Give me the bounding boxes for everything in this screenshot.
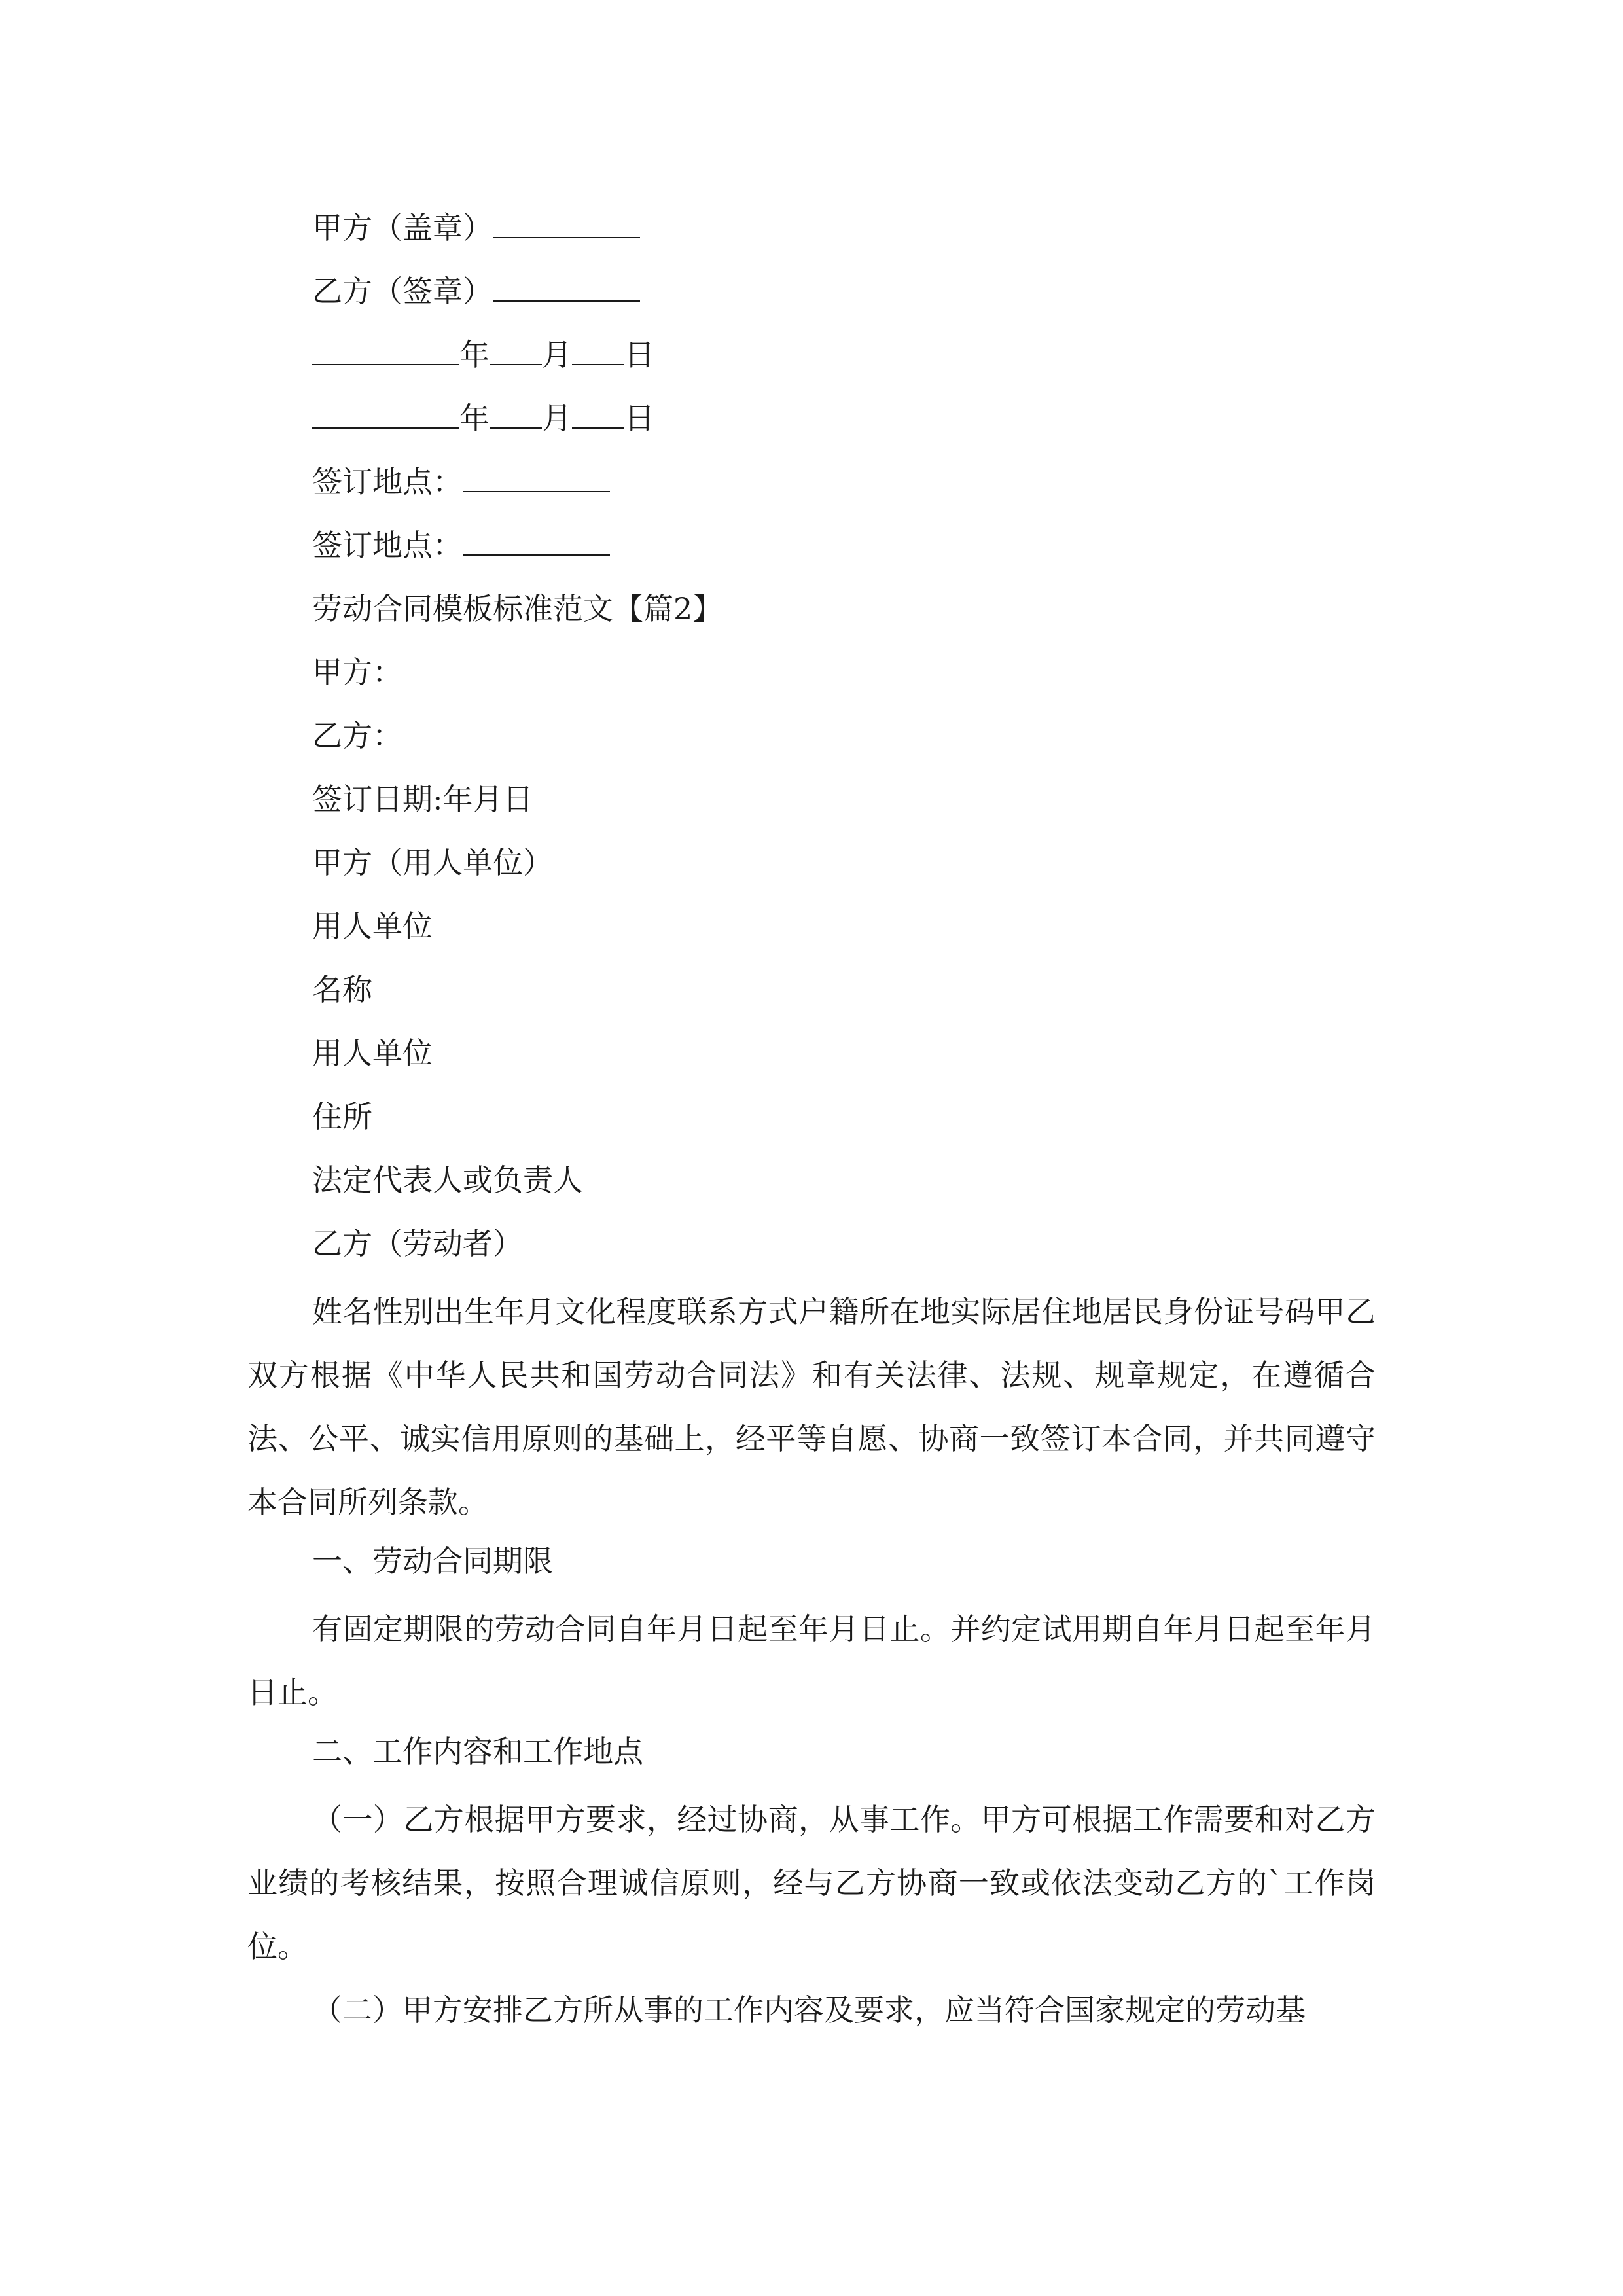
employer-unit-label: 用人单位 (312, 908, 433, 944)
legal-rep-label: 法定代表人或负责人 (312, 1162, 583, 1198)
day-label: 日 (624, 401, 654, 436)
signature-blank (493, 272, 640, 302)
year-label: 年 (459, 337, 490, 372)
name-label: 名称 (312, 972, 372, 1007)
section-title: 劳动合同模板标准范文【篇2】 (312, 591, 723, 626)
clause-2-title: 二、工作内容和工作地点 (312, 1734, 643, 1769)
clause-2-item-2: （二）甲方安排乙方所从事的工作内容及要求，应当符合国家规定的劳动基 (312, 1992, 1306, 2028)
worker-header: 乙方（劳动者） (312, 1226, 523, 1261)
sign-place-line-2 (312, 526, 610, 565)
party-a-seal-line (312, 208, 640, 247)
clause-1-title: 一、劳动合同期限 (312, 1543, 553, 1579)
party-b-line: 乙方： (312, 718, 402, 753)
day-blank (572, 335, 624, 365)
clause-2-item-1: （一）乙方根据甲方要求，经过协商，从事工作。甲方可根据工作需要和对乙方业绩的考核结果，按照合理诚信原则，经与乙方协商一致或依法变动乙方的`工作岗位。 (247, 1802, 1376, 1964)
intro-paragraph: 姓名性别出生年月文化程度联系方式户籍所在地实际居住地居民身份证号码甲乙双方根据《中华人民共和国劳动合同法》和有关法律、法规、规章规定，在遵循合法、公平、诚实信用原则的基础上，经平等自愿、协商一致签订本合同，并共同遵守本合同所列条款。 (247, 1294, 1376, 1520)
clause-1-text: 有固定期限的劳动合同自年月日起至年月日止。并约定试用期自年月日起至年月日止。 (247, 1611, 1376, 1710)
sign-place-line-1 (312, 462, 610, 501)
party-a-line: 甲方： (312, 655, 402, 690)
sign-date-line: 签订日期:年月日 (312, 781, 533, 817)
month-blank (490, 335, 542, 365)
month-blank (490, 399, 542, 429)
day-blank (572, 399, 624, 429)
date-line-1 (312, 335, 654, 374)
day-label: 日 (624, 337, 654, 372)
party-a-seal-label: 甲方（盖章） (312, 210, 493, 245)
sign-place-label: 签订地点： (312, 528, 463, 563)
sign-place-blank (463, 462, 610, 492)
month-label: 月 (542, 401, 572, 436)
sign-place-blank (463, 526, 610, 556)
year-label: 年 (459, 401, 490, 436)
party-b-sign-label: 乙方（签章） (312, 274, 493, 309)
sign-place-label: 签订地点： (312, 464, 463, 499)
employer-unit-label-2: 用人单位 (312, 1035, 433, 1071)
employer-header: 甲方（用人单位） (312, 845, 553, 880)
signature-blank (493, 208, 640, 238)
date-line-2 (312, 399, 654, 438)
party-b-sign-line (312, 272, 640, 311)
year-blank (312, 335, 459, 365)
month-label: 月 (542, 337, 572, 372)
residence-label: 住所 (312, 1099, 372, 1134)
year-blank (312, 399, 459, 429)
